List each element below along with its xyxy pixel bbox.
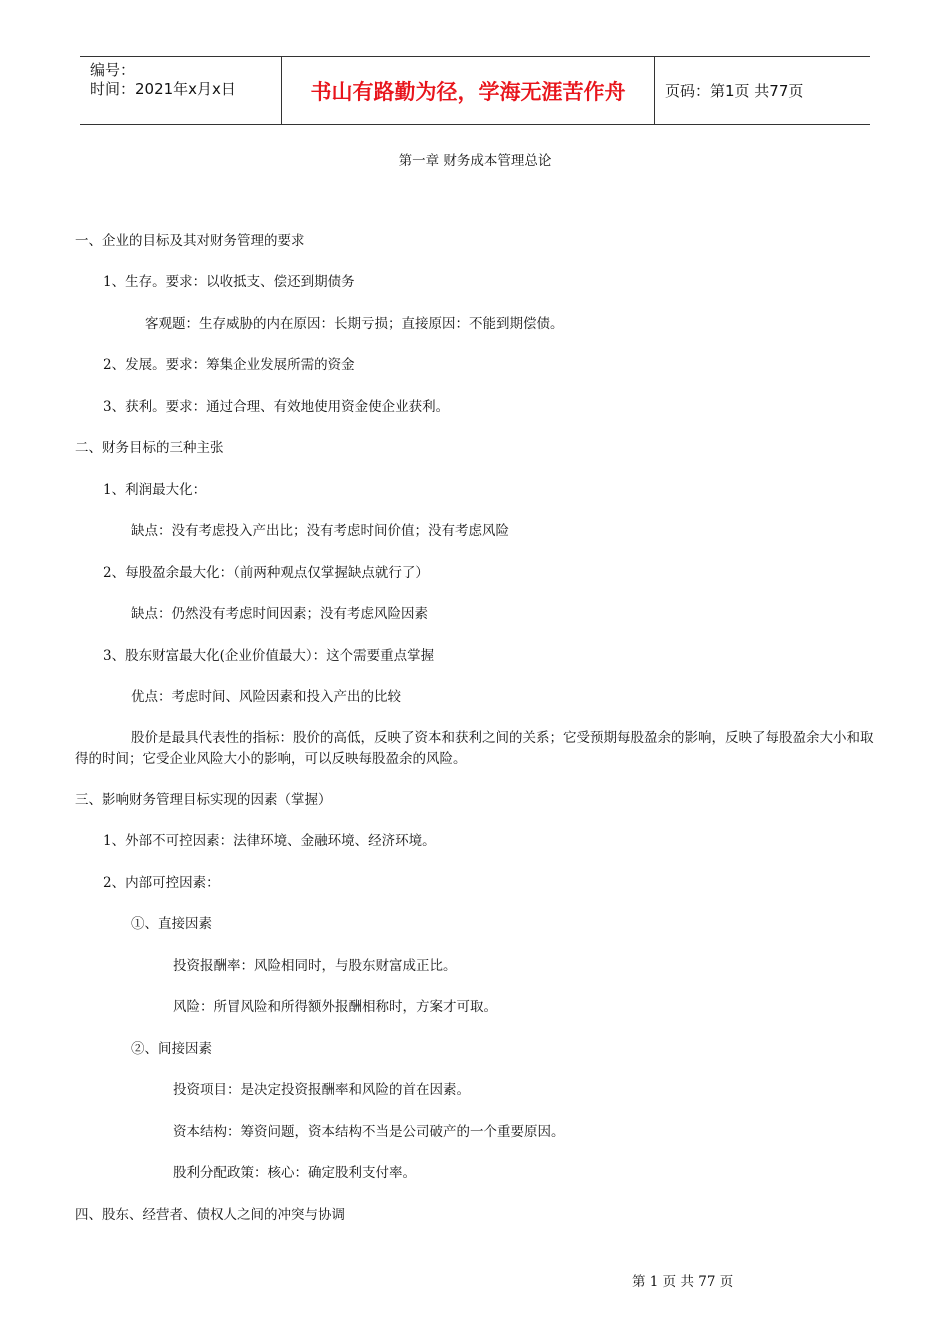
page-number-label: 页码：第1页 共77页 <box>665 82 804 100</box>
list-item: 1、利润最大化： <box>103 482 207 498</box>
section-heading-1: 一、企业的目标及其对财务管理的要求 <box>75 233 305 249</box>
motto-text: 书山有路勤为径，学海无涯苦作舟 <box>310 79 626 104</box>
body-paragraph: 股价是最具代表性的指标：股价的高低，反映了资本和获利之间的关系；它受预期每股盈余的影响，反映了每股盈余大小和取得的时间；它受企业风险大小的影响，可以反映每股盈余的风险。 <box>75 730 874 767</box>
note-text: 投资报酬率：风险相同时，与股东财富成正比。 <box>173 958 457 974</box>
serial-number-label: 编号： <box>90 61 136 79</box>
note-text: 缺点：没有考虑投入产出比；没有考虑时间价值；没有考虑风险 <box>131 523 509 539</box>
section-heading-2: 二、财务目标的三种主张 <box>75 440 224 456</box>
header-page-cell <box>655 57 870 124</box>
sub-list-item: ①、直接因素 <box>131 916 212 932</box>
header-motto-cell <box>281 57 655 124</box>
header-info-cell <box>80 57 281 124</box>
list-item: 2、内部可控因素： <box>103 875 220 891</box>
list-item: 3、获利。要求：通过合理、有效地使用资金使企业获利。 <box>103 399 450 415</box>
section-heading-4: 四、股东、经营者、债权人之间的冲突与协调 <box>75 1207 345 1223</box>
section-heading-3: 三、影响财务管理目标实现的因素（掌握） <box>75 792 332 808</box>
note-text: 投资项目：是决定投资报酬率和风险的首在因素。 <box>173 1082 470 1098</box>
list-item: 2、发展。要求：筹集企业发展所需的资金 <box>103 357 355 373</box>
page-footer: 第 1 页 共 77 页 <box>632 1274 734 1290</box>
chapter-title: 第一章 财务成本管理总论 <box>398 153 552 169</box>
note-text: 客观题：生存威胁的内在原因：长期亏损；直接原因：不能到期偿债。 <box>145 316 564 332</box>
list-item: 3、股东财富最大化(企业价值最大）：这个需要重点掌握 <box>103 648 435 664</box>
list-item: 2、每股盈余最大化：（前两种观点仅掌握缺点就行了） <box>103 565 429 581</box>
list-item: 1、生存。要求：以收抵支、偿还到期债务 <box>103 274 355 290</box>
note-text: 股利分配政策：核心：确定股利支付率。 <box>173 1165 416 1181</box>
note-text: 风险：所冒风险和所得额外报酬相称时，方案才可取。 <box>173 999 497 1015</box>
time-label: 时间：2021年x月x日 <box>90 80 236 98</box>
note-text: 资本结构：筹资问题，资本结构不当是公司破产的一个重要原因。 <box>173 1124 565 1140</box>
note-text: 优点：考虑时间、风险因素和投入产出的比较 <box>131 689 401 705</box>
list-item: 1、外部不可控因素：法律环境、金融环境、经济环境。 <box>103 833 436 849</box>
note-text: 缺点：仍然没有考虑时间因素；没有考虑风险因素 <box>131 606 428 622</box>
sub-list-item: ②、间接因素 <box>131 1041 212 1057</box>
document-header <box>80 56 870 125</box>
